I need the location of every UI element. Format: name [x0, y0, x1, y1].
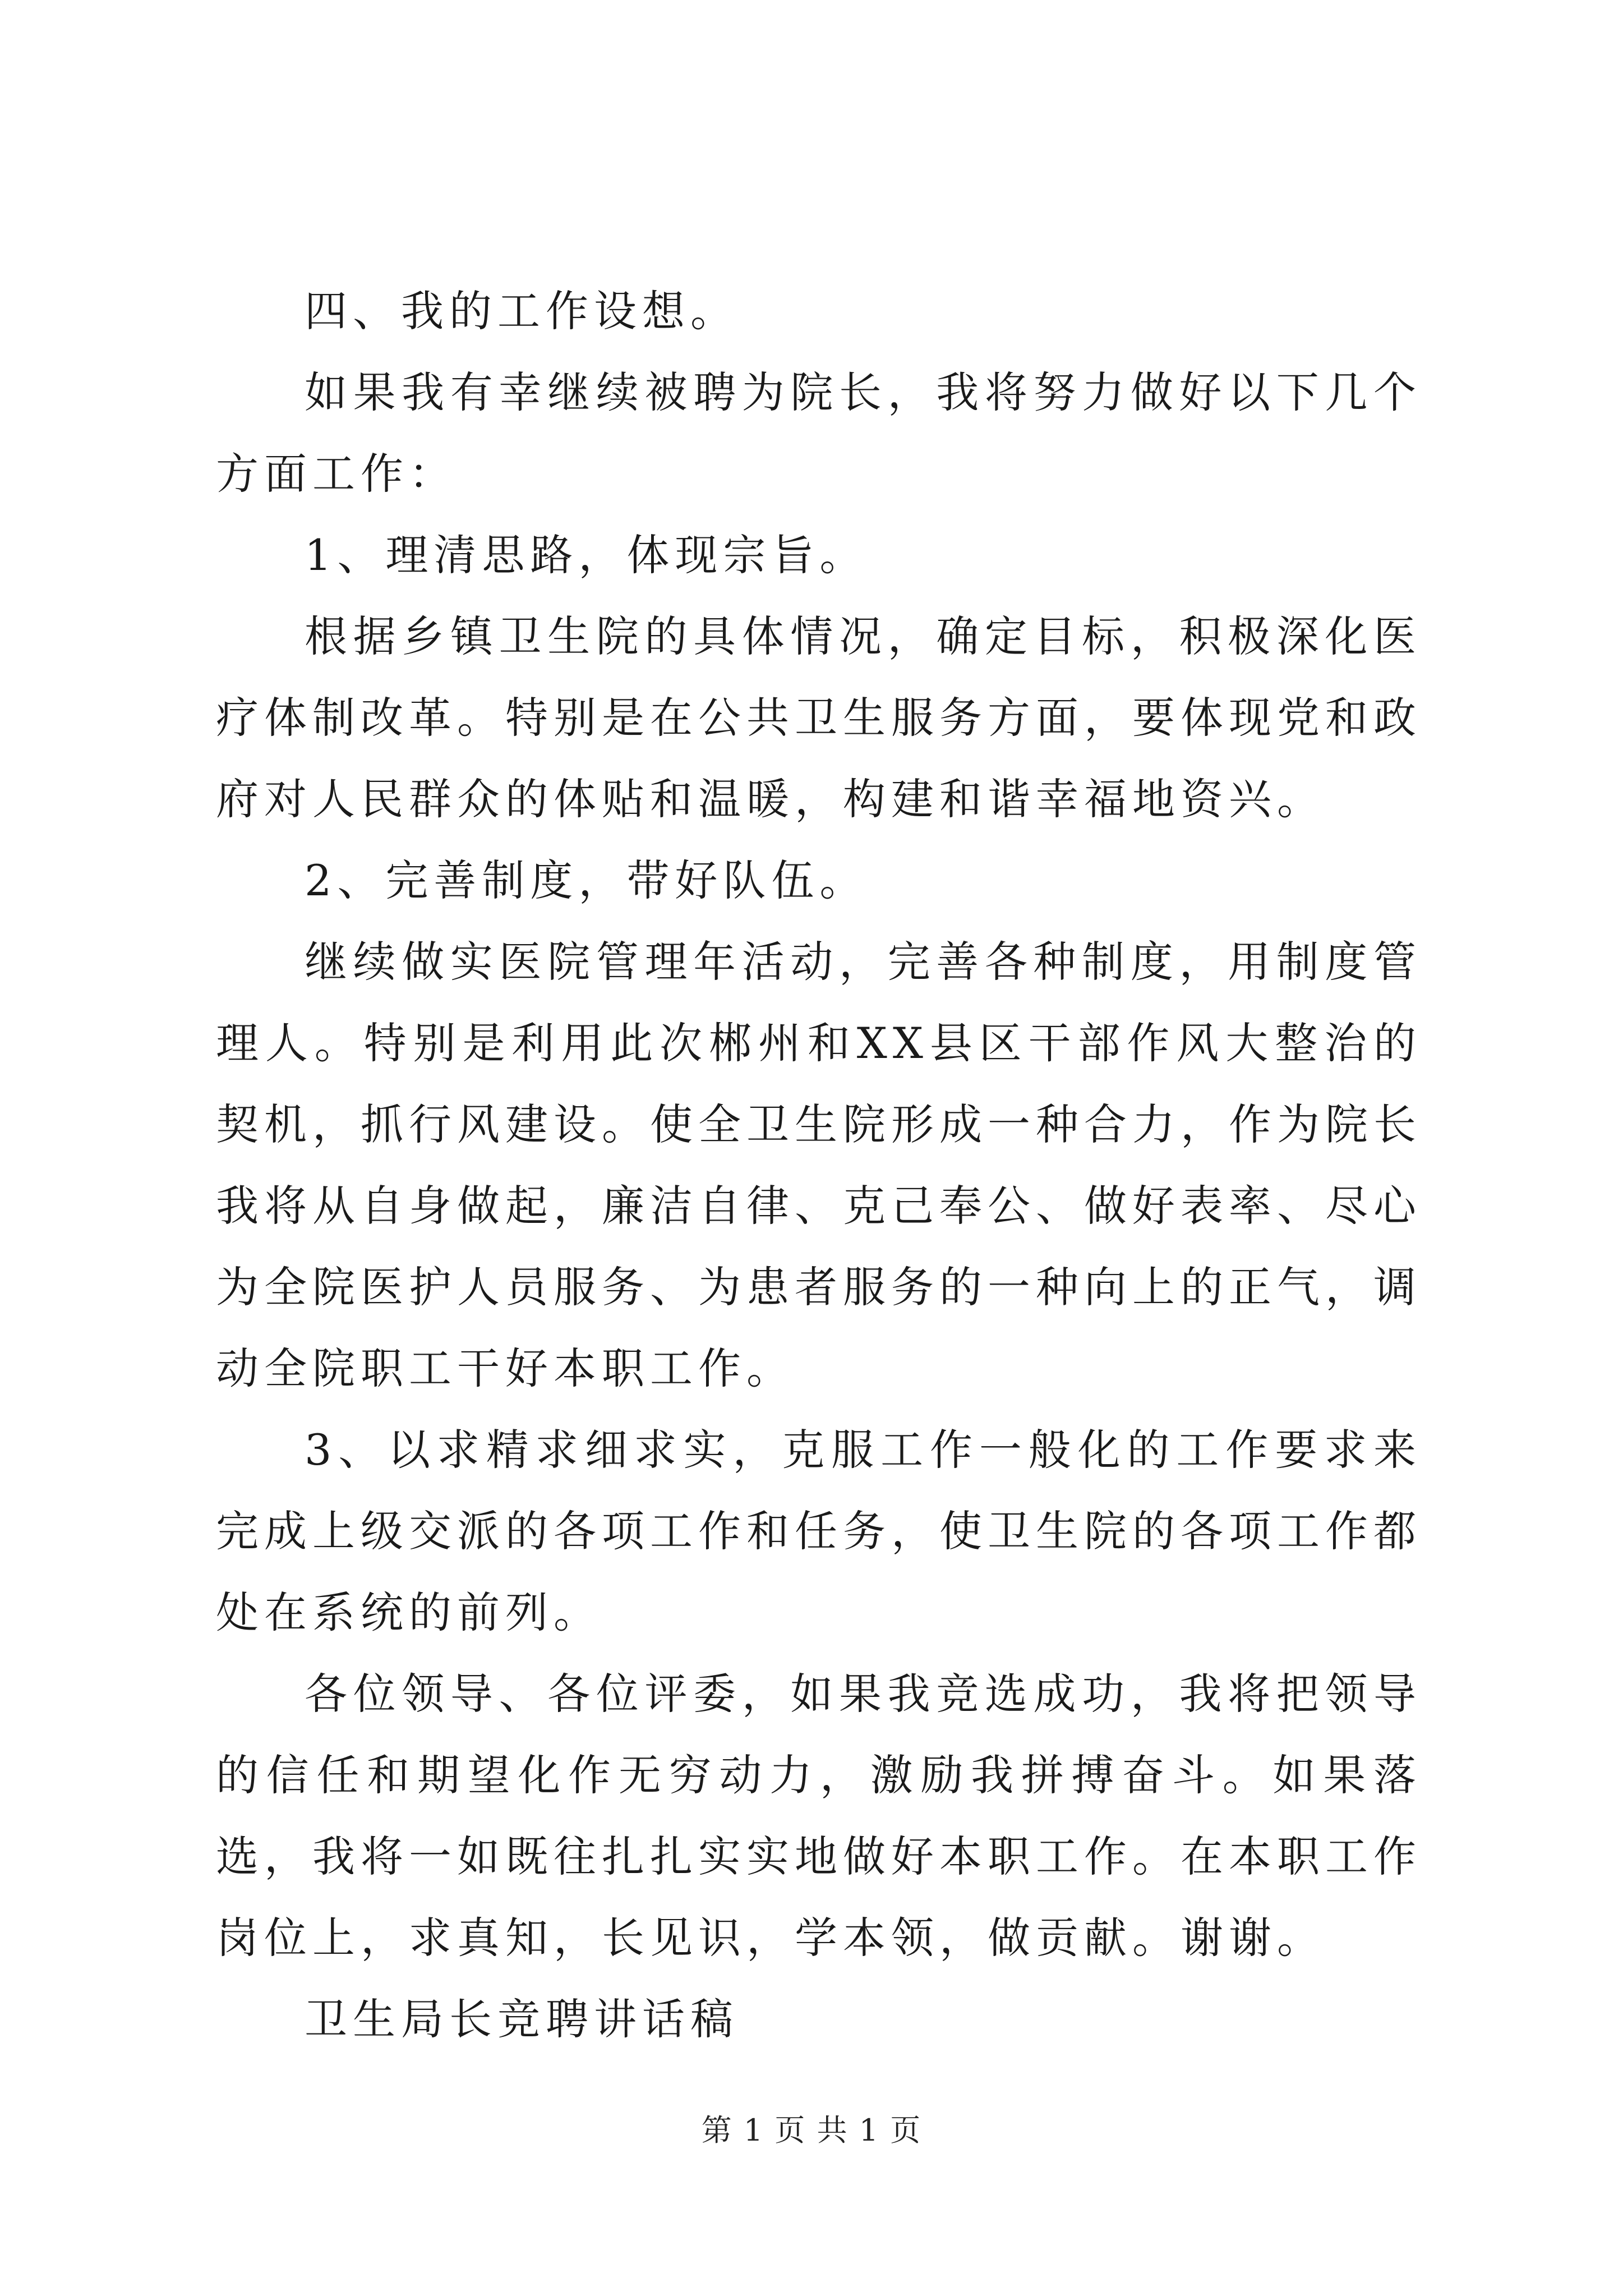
section-heading: 四、我的工作设想。: [305, 286, 739, 336]
paragraph: 3、以求精求细求实，克服工作一般化的工作要求来完成上级交派的各项工作和任务，使卫生院的各项工作都处在系统的前列。: [216, 1425, 1422, 1637]
paragraph: 如果我有幸继续被聘为院长，我将努力做好以下几个方面工作：: [216, 367, 1422, 499]
list-heading: 1、理清思路，体现宗旨。: [305, 530, 868, 580]
document-body: [216, 270, 1422, 2060]
paragraph: 根据乡镇卫生院的具体情况，确定目标，积极深化医疗体制改革。特别是在公共卫生服务方面，要体现党和政府对人民群众的体贴和温暖，构建和谐幸福地资兴。: [216, 611, 1422, 824]
list-heading: 2、完善制度，带好队伍。: [305, 855, 868, 905]
paragraph: 各位领导、各位评委，如果我竞选成功，我将把领导的信任和期望化作无穷动力，激励我拼搏奋斗。如果落选，我将一如既往扎扎实实地做好本职工作。在本职工作岗位上，求真知，长见识，学本领，做贡献。谢谢。: [216, 1669, 1422, 1963]
document-title: 卫生局长竞聘讲话稿: [305, 1994, 739, 2044]
paragraph: 继续做实医院管理年活动，完善各种制度，用制度管理人。特别是利用此次郴州和XX县区干部作风大整治的契机，抓行风建设。使全卫生院形成一种合力，作为院长我将从自身做起，廉洁自律、克己奉公、做好表率、尽心为全院医护人员服务、为患者服务的一种向上的正气，调动全院职工干好本职工作。: [216, 937, 1422, 1393]
page-number-footer: 第 1 页 共 1 页: [701, 2113, 922, 2148]
